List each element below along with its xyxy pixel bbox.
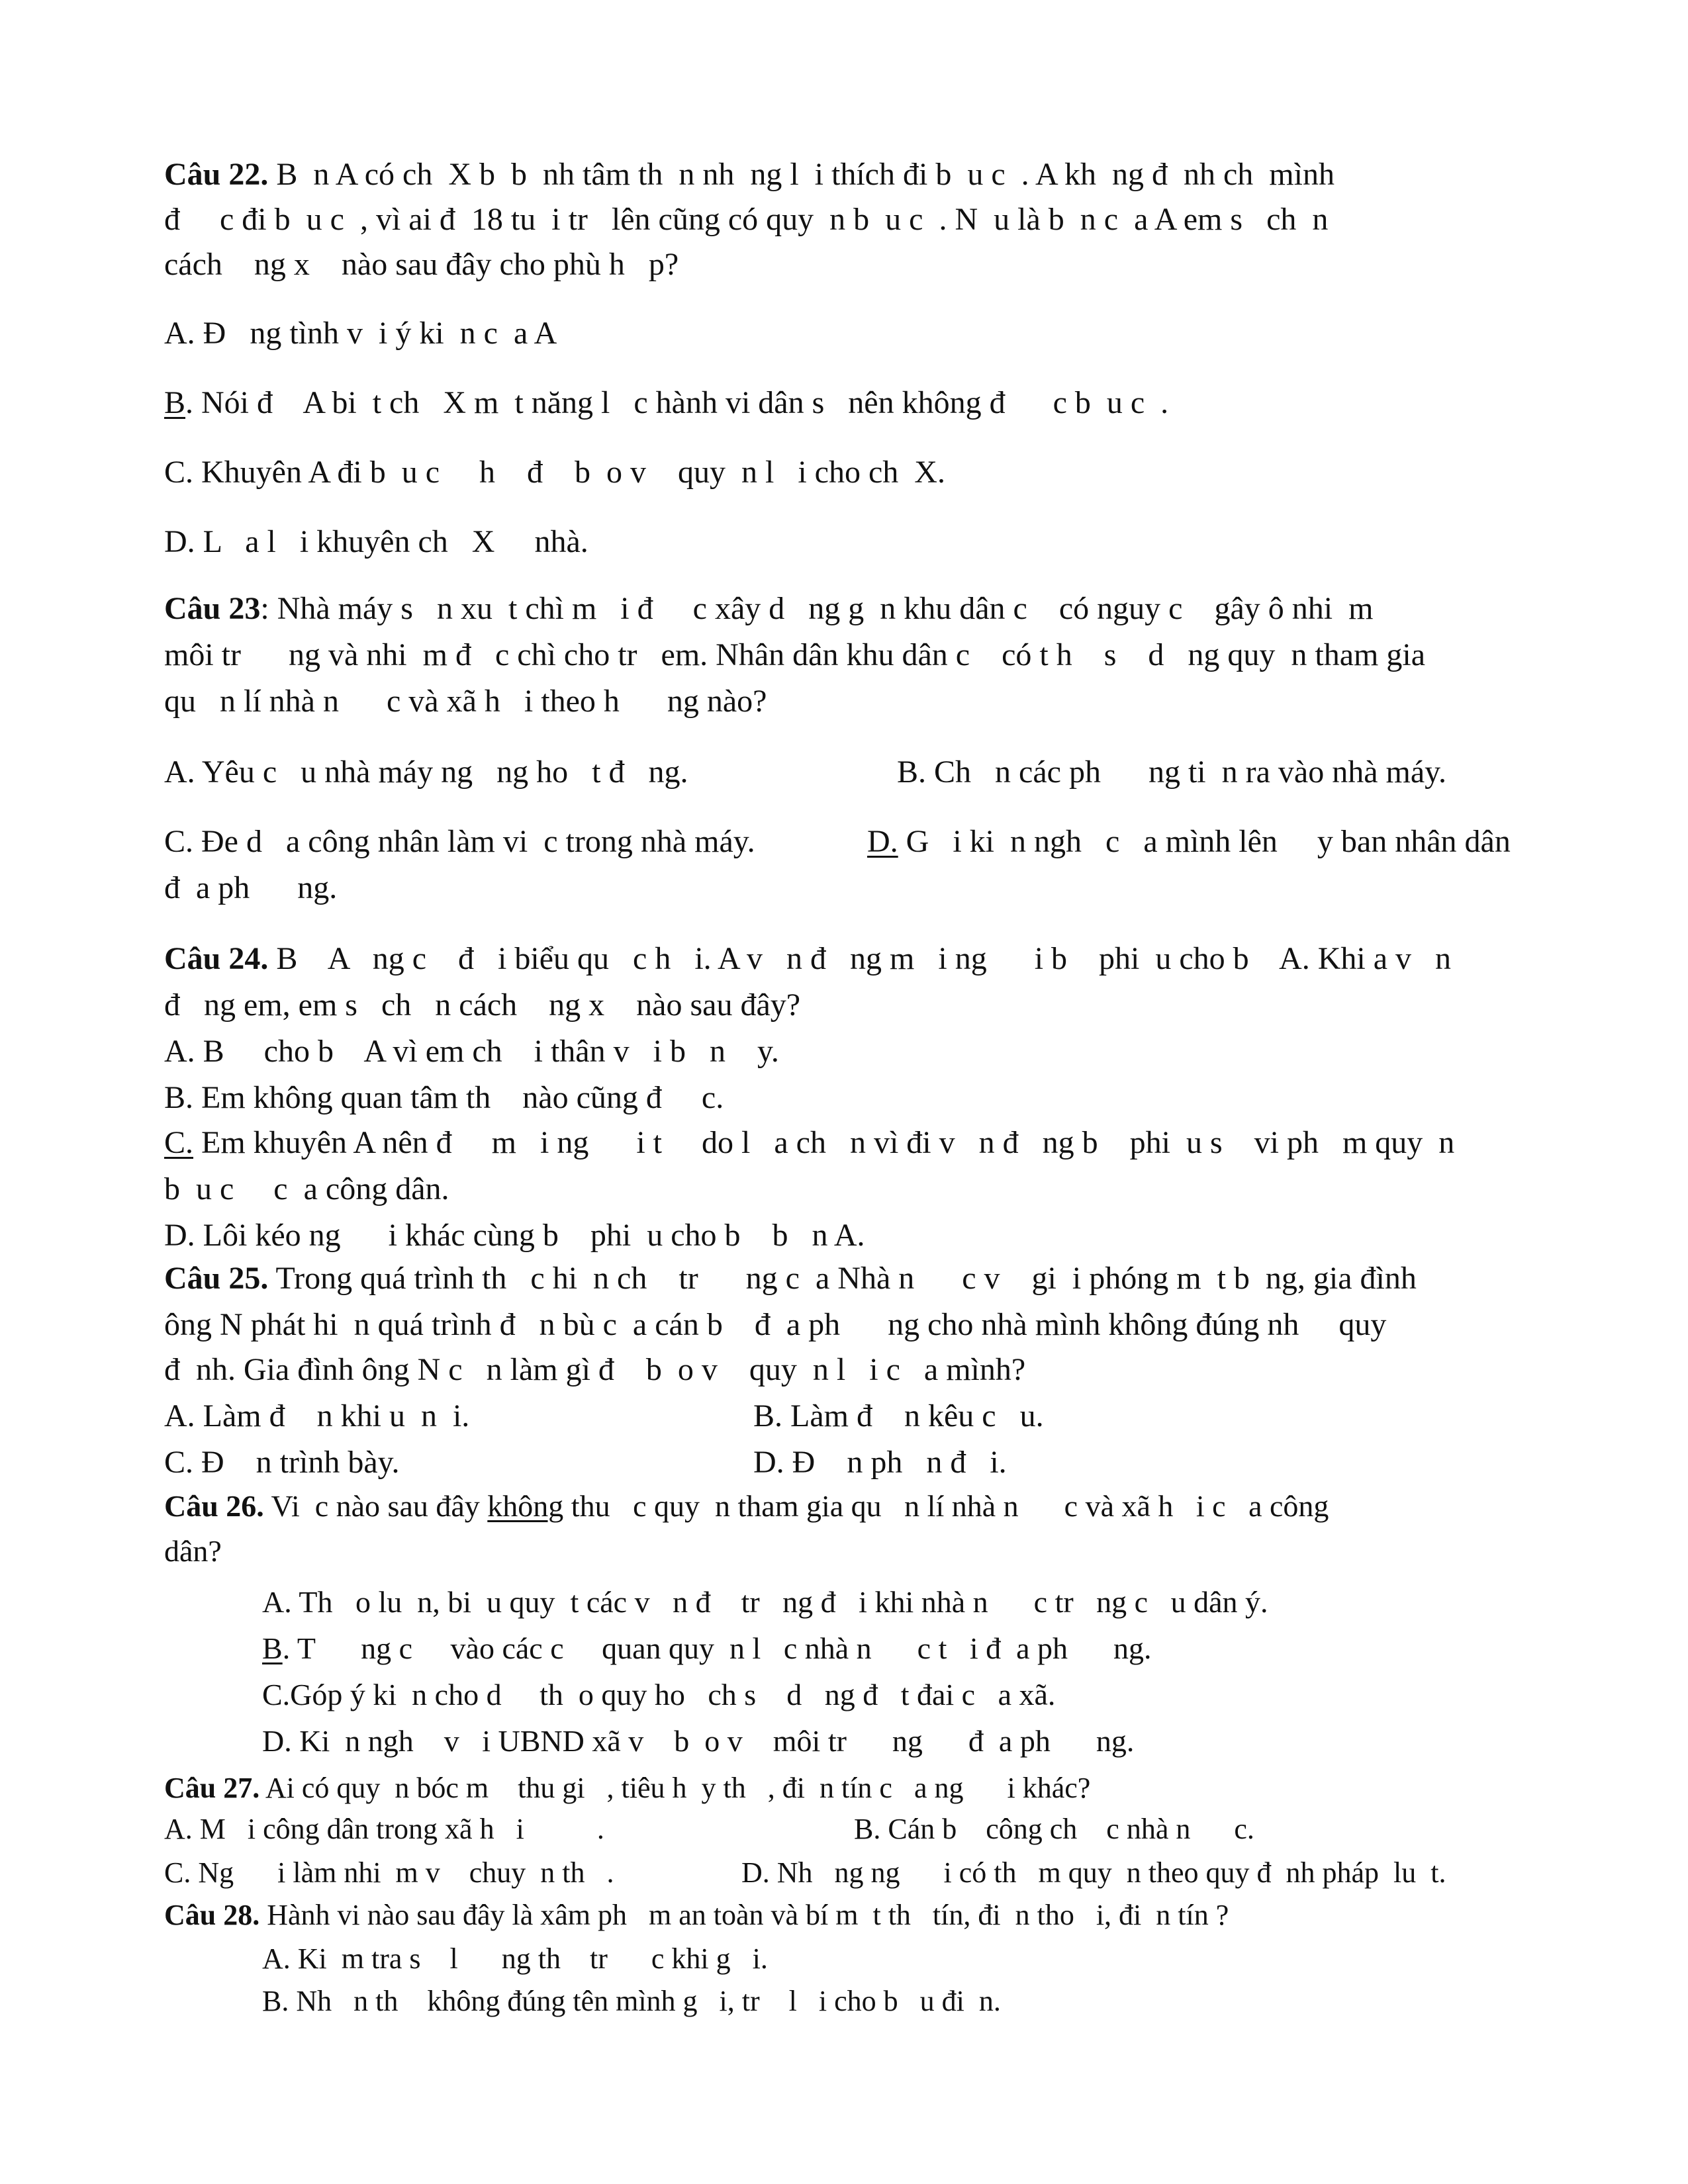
q22-option-d: D. L a l i khuyên ch X nhà.: [164, 524, 588, 559]
q28-text: Hành vi nào sau đây là xâm ph m an toàn và bí m t th tín, đi n tho i, đi n tín ?: [259, 1899, 1229, 1931]
q23-line-2: môi tr ng và nhi m đ c chì cho tr em. Nhân dân khu dân c có t h s d ng quy n tham gia: [164, 637, 1425, 672]
q23-line-3: qu n lí nhà n c và xã h i theo h ng nào?: [164, 684, 767, 719]
q24-option-d: D. Lôi kéo ng i khác cùng b phi u cho b b n A.: [164, 1218, 865, 1253]
q27-text: Ai có quy n bóc m thu gi , tiêu h y th , đi n tín c a ng i khác?: [259, 1772, 1091, 1804]
q24-line-1: [164, 943, 1451, 975]
q22-line-1: [164, 159, 1335, 191]
q24-option-c-cont: b u c c a công dân.: [164, 1171, 449, 1206]
q23-line-1: [164, 593, 1373, 625]
q23-option-d-cont: đ a ph ng.: [164, 870, 338, 905]
q26-option-c: C.Góp ý ki n cho d th o quy ho ch s d ng đ t đai c a xã.: [262, 1678, 1056, 1711]
q28-option-a: A. Ki m tra s l ng th tr c khi g i.: [262, 1942, 768, 1975]
q22-text: B n A có ch X b b nh tâm th n nh ng l i thích đi b u c . A kh ng đ nh ch mình: [268, 157, 1335, 192]
q25-option-d: D. Đ n ph n đ i.: [753, 1445, 1007, 1480]
q23-option-c: C. Đe d a công nhân làm vi c trong nhà máy.: [164, 824, 755, 859]
q27-option-b: B. Cán b công ch c nhà n c.: [854, 1813, 1254, 1845]
q24-option-a: A. B cho b A vì em ch i thân v i b n y.: [164, 1034, 779, 1069]
q22-line-2: đ c đi b u c , vì ai đ 18 tu i tr lên cũng có quy n b u c . N u là b n c a A em s ch n: [164, 202, 1329, 237]
q23-text: : Nhà máy s n xu t chì m i đ c xây d ng g n khu dân c có nguy c gây ô nhi m: [260, 591, 1374, 626]
q28-line-1: [164, 1901, 1229, 1930]
q25-line-2: ông N phát hi n quá trình đ n bù c a cán b đ a ph ng cho nhà mình không đúng nh quy: [164, 1307, 1387, 1342]
q23-option-d-text: G i ki n ngh c a mình lên y ban nhân dân: [898, 824, 1511, 859]
q27-option-c: C. Ng i làm nhi m v chuy n th .: [164, 1856, 614, 1889]
q25-line-3: đ nh. Gia đình ông N c n làm gì đ b o v quy n l i c a mình?: [164, 1352, 1026, 1387]
q22-number: Câu 22.: [164, 157, 269, 192]
q28-option-b: B. Nh n th không đúng tên mình g i, tr l i cho b u đi n.: [262, 1985, 1001, 2017]
q27-number: Câu 27.: [164, 1772, 260, 1804]
q25-line-1: [164, 1263, 1417, 1295]
q24-text: B A ng c đ i biểu qu c h i. A v n đ ng m i ng i b phi u cho b A. Khi a v n: [268, 941, 1451, 976]
q27-option-a: A. M i công dân trong xã h i .: [164, 1813, 604, 1845]
q22-answer-mark: B: [164, 385, 186, 420]
q26-text-post: thu c quy n tham gia qu n lí nhà n c và xã h i c a công: [563, 1489, 1329, 1523]
q26-option-b-text: . T ng c vào các c quan quy n l c nhà n c t i đ a ph ng.: [282, 1631, 1152, 1665]
q23-number: Câu 23: [164, 591, 261, 626]
q24-option-b: B. Em không quan tâm th nào cũng đ c.: [164, 1080, 724, 1115]
q27-line-1: [164, 1774, 1090, 1803]
q23-option-d: [867, 826, 1511, 858]
q24-option-c: [164, 1127, 1454, 1159]
q25-option-a: A. Làm đ n khi u n i.: [164, 1398, 470, 1433]
q24-option-c-text: Em khuyên A nên đ m i ng i t do l a ch n vì đi v n đ ng b phi u s vi ph m quy n: [193, 1125, 1455, 1160]
q27-option-d: D. Nh ng ng i có th m quy n theo quy đ nh pháp lu t.: [741, 1856, 1446, 1889]
q22-option-b-text: . Nói đ A bi t ch X m t năng l c hành vi dân s nên không đ c b u c .: [185, 385, 1169, 420]
q25-option-b: B. Làm đ n kêu c u.: [753, 1398, 1044, 1433]
q26-option-b: [262, 1633, 1152, 1664]
q22-option-b: [164, 387, 1168, 419]
q26-answer-mark: B: [262, 1631, 283, 1665]
q28-number: Câu 28.: [164, 1899, 260, 1931]
q22-line-3: cách ng x nào sau đây cho phù h p?: [164, 247, 679, 282]
q24-answer-mark: C.: [164, 1125, 194, 1160]
q26-option-a: A. Th o lu n, bi u quy t các v n đ tr ng đ i khi nhà n c tr ng c u dân ý.: [262, 1585, 1268, 1619]
q26-option-d: D. Ki n ngh v i UBND xã v b o v môi tr ng đ a ph ng.: [262, 1724, 1135, 1758]
q24-number: Câu 24.: [164, 941, 269, 976]
q26-line-2: dân?: [164, 1534, 222, 1568]
q23-option-a: A. Yêu c u nhà máy ng ng ho t đ ng.: [164, 754, 688, 790]
q22-option-c: C. Khuyên A đi b u c h đ b o v quy n l i cho ch X.: [164, 455, 945, 490]
q23-option-b: B. Ch n các ph ng ti n ra vào nhà máy.: [897, 754, 1447, 790]
q26-number: Câu 26.: [164, 1489, 264, 1523]
q22-option-a: A. Đ ng tình v i ý ki n c a A: [164, 316, 557, 351]
q25-number: Câu 25.: [164, 1261, 269, 1296]
q26-line-1: [164, 1491, 1329, 1522]
q25-option-c: C. Đ n trình bày.: [164, 1445, 400, 1480]
q23-answer-mark: D.: [867, 824, 898, 859]
q24-line-2: đ ng em, em s ch n cách ng x nào sau đây?: [164, 987, 801, 1023]
q26-negation: không: [487, 1489, 564, 1523]
q25-text: Trong quá trình th c hi n ch tr ng c a Nhà n c v gi i phóng m t b ng, gia đình: [268, 1261, 1417, 1296]
q26-text-pre: Vi c nào sau đây: [263, 1489, 488, 1523]
